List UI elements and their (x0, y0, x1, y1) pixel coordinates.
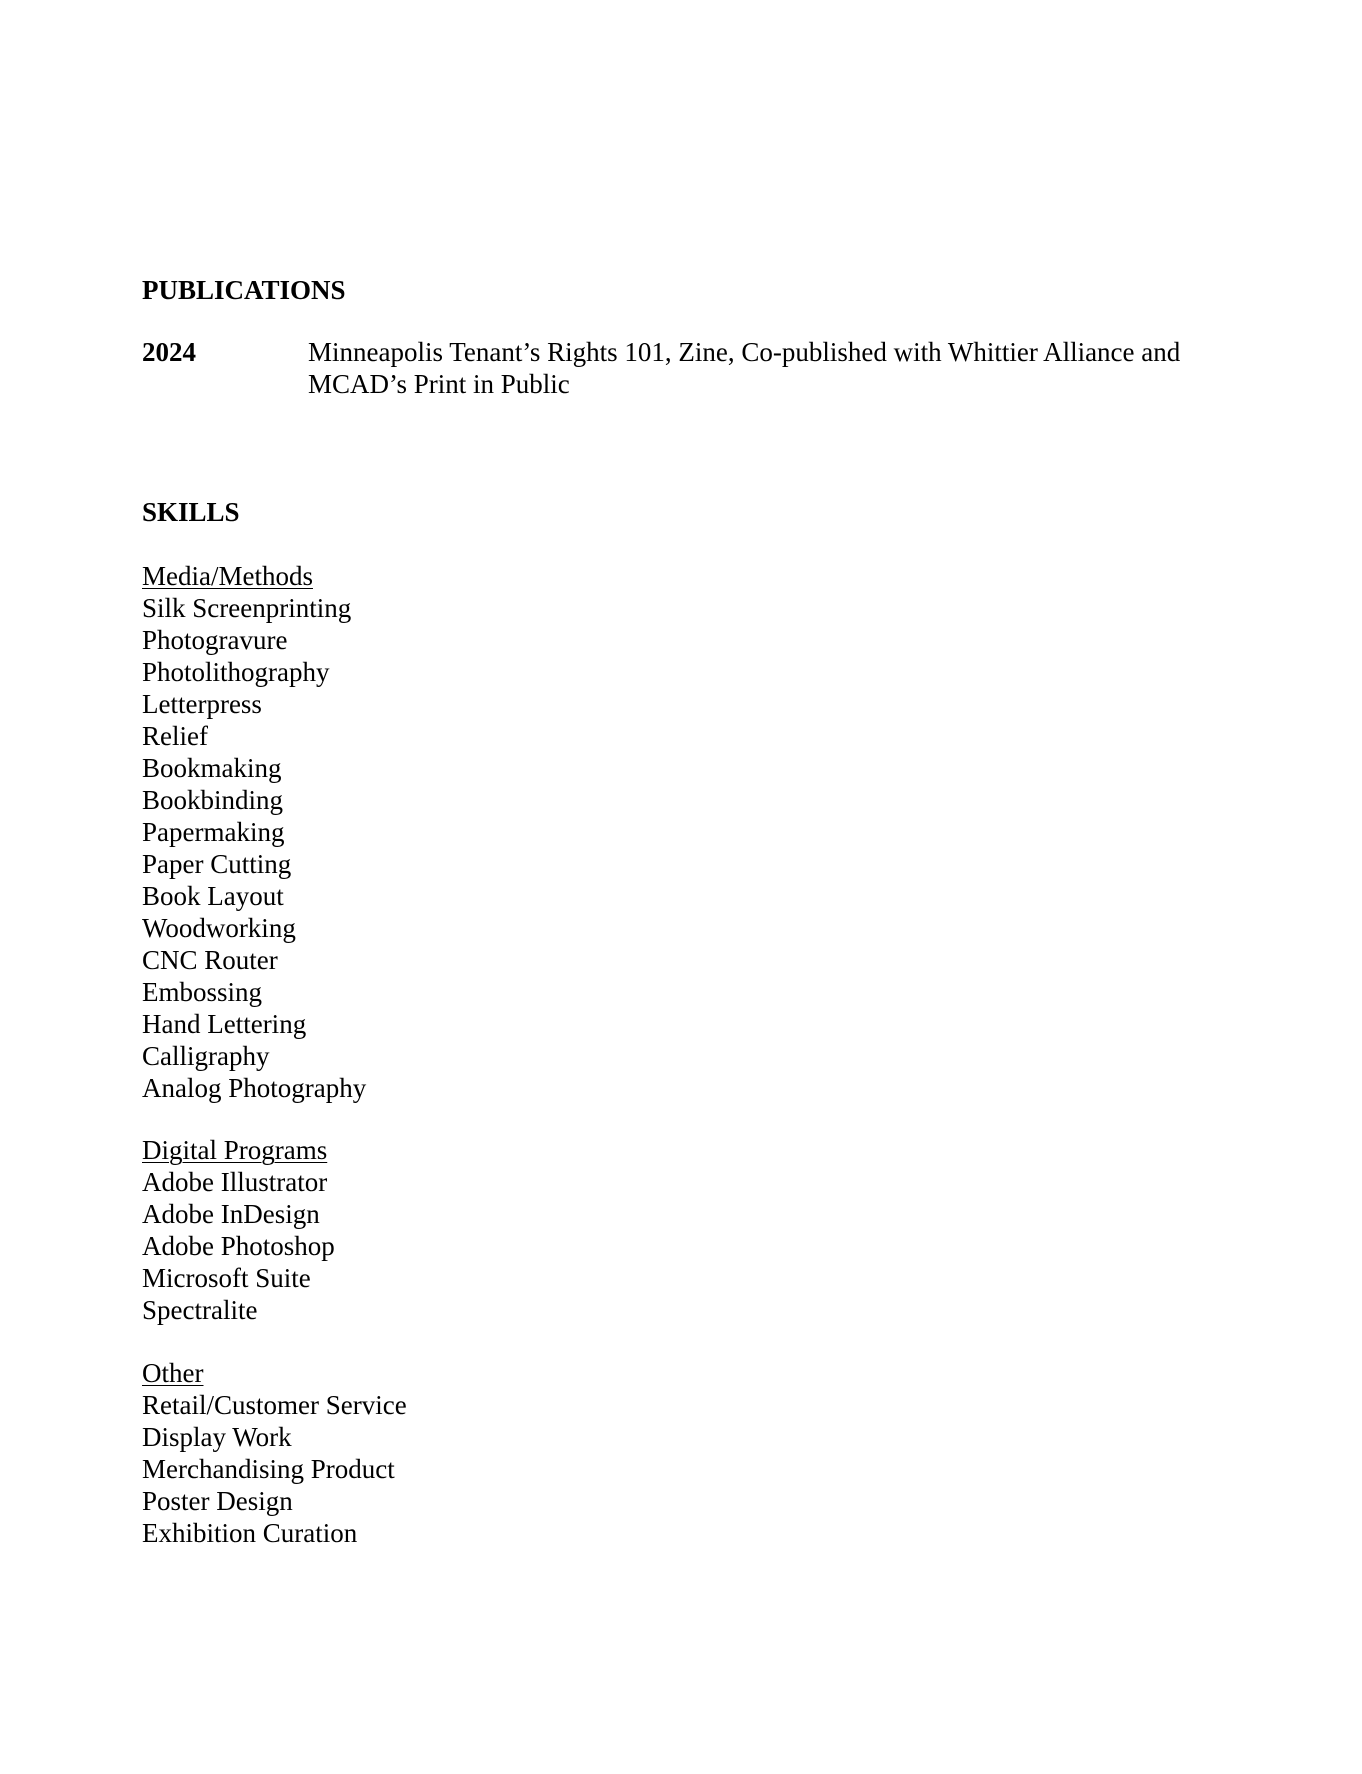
skill-item: Spectralite (142, 1295, 258, 1325)
skill-group-digital-programs (142, 1134, 335, 1326)
skill-item: Adobe Photoshop (142, 1231, 335, 1261)
skill-item: Embossing (142, 977, 263, 1007)
skill-item: Letterpress (142, 689, 262, 719)
skill-item: Calligraphy (142, 1041, 270, 1071)
skill-item: Microsoft Suite (142, 1263, 311, 1293)
skill-item: Display Work (142, 1422, 292, 1452)
publication-year: 2024 (142, 337, 196, 367)
skill-item: Adobe InDesign (142, 1199, 320, 1229)
skill-item: Photolithography (142, 657, 330, 687)
skill-item: Exhibition Curation (142, 1518, 358, 1548)
skill-group-other (142, 1357, 407, 1549)
skill-item: Analog Photography (142, 1073, 367, 1103)
skill-group-media-methods (142, 560, 366, 1104)
skill-list (142, 592, 366, 1104)
skill-item: Photogravure (142, 625, 288, 655)
skill-item: Relief (142, 721, 208, 751)
skill-item: CNC Router (142, 945, 278, 975)
skill-item: Woodworking (142, 913, 296, 943)
publications-heading: PUBLICATIONS (142, 275, 346, 305)
skill-item: Paper Cutting (142, 849, 292, 879)
skill-group-title: Media/Methods (142, 561, 313, 591)
publication-description: Minneapolis Tenant’s Rights 101, Zine, Co-published with Whittier Alliance and MCAD’s Print in Public (308, 337, 1181, 399)
skills-heading: SKILLS (142, 497, 240, 527)
skill-item: Papermaking (142, 817, 285, 847)
skill-list (142, 1389, 407, 1549)
skill-item: Bookmaking (142, 753, 282, 783)
skill-item: Merchandising Product (142, 1454, 395, 1484)
skill-item: Retail/Customer Service (142, 1390, 407, 1420)
skill-item: Poster Design (142, 1486, 293, 1516)
skill-group-title: Digital Programs (142, 1135, 328, 1165)
skill-list (142, 1166, 335, 1326)
skill-item: Silk Screenprinting (142, 593, 352, 623)
skill-group-title: Other (142, 1358, 204, 1388)
skill-item: Bookbinding (142, 785, 284, 815)
skill-item: Hand Lettering (142, 1009, 307, 1039)
skill-item: Book Layout (142, 881, 284, 911)
skill-item: Adobe Illustrator (142, 1167, 328, 1197)
